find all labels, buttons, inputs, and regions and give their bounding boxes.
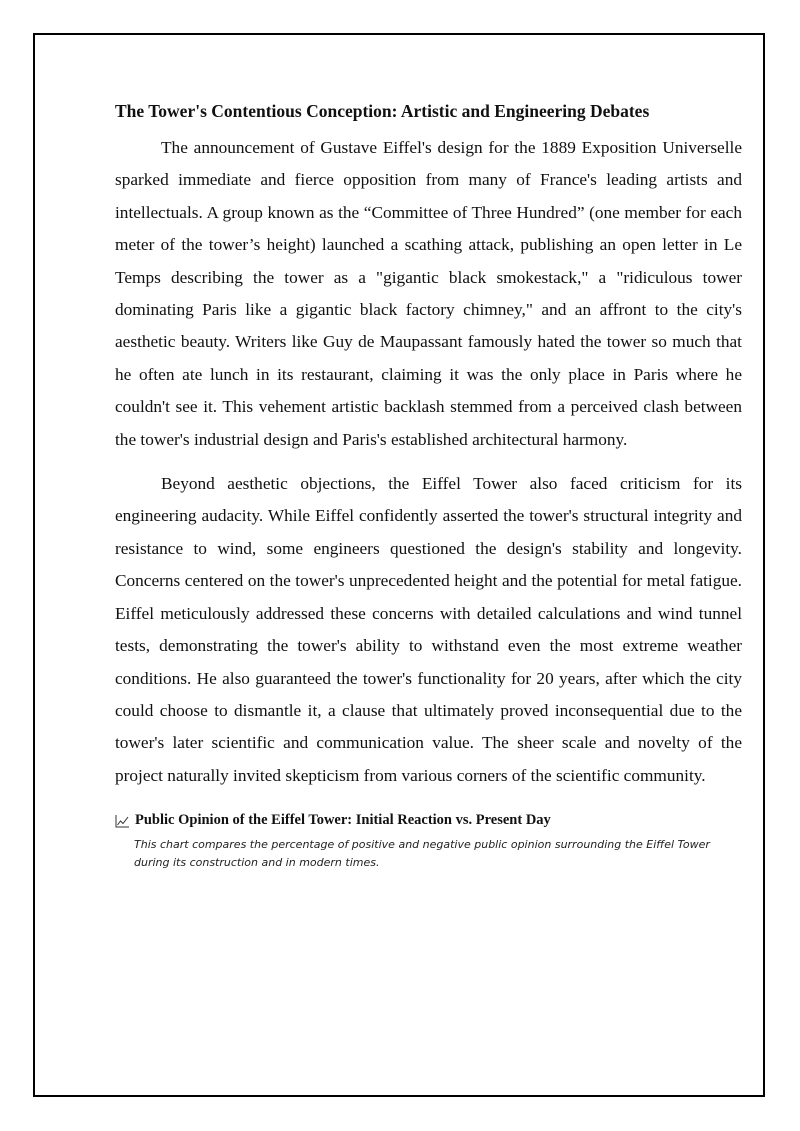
section-heading: The Tower's Contentious Conception: Artistic and Engineering Debates xyxy=(115,101,650,121)
document-body xyxy=(115,98,742,872)
figure-caption: This chart compares the percentage of positive and negative public opinion surrounding the Eiffel Tower during its construction and in modern times. xyxy=(134,838,710,870)
figure-title: Public Opinion of the Eiffel Tower: Initial Reaction vs. Present Day xyxy=(135,812,551,829)
paragraph-engineering-criticism: Beyond aesthetic objections, the Eiffel Tower also faced criticism for its engineering audacity. While Eiffel confidently asserted the tower's structural integrity and resistance to wind, some engineers questioned the design's stability and longevity. Concerns centered on the tower's unprecedented height and the potential for metal fatigue. Eiffel meticulously addressed these concerns with detailed calculations and wind tunnel tests, demonstrating the tower's ability to withstand even the most extreme weather conditions. He also guaranteed the tower's functionality for 20 years, after which the city could choose to dismantle it, a clause that ultimately proved inconsequential due to the tower's later scientific and communication value. The sheer scale and novelty of the project naturally invited skepticism from various corners of the scientific community. xyxy=(115,474,742,785)
figure-heading xyxy=(115,810,742,830)
paragraph-artistic-opposition: The announcement of Gustave Eiffel's design for the 1889 Exposition Universelle sparked immediate and fierce opposition from many of France's leading artists and intellectuals. A group known as the “Committee of Three Hundred” (one member for each meter of the tower’s height) launched a scathing attack, publishing an open letter in Le Temps describing the tower as a "gigantic black smokestack," a "ridiculous tower dominating Paris like a gigantic black factory chimney," and an affront to the city's aesthetic beauty. Writers like Guy de Maupassant famously hated the tower so much that he often ate lunch in its restaurant, claiming it was the only place in Paris where he couldn't see it. This vehement artistic backlash stemmed from a perceived clash between the tower's industrial design and Paris's established architectural harmony. xyxy=(115,138,742,449)
figure-public-opinion xyxy=(115,810,742,872)
chart-line-icon xyxy=(115,814,130,827)
